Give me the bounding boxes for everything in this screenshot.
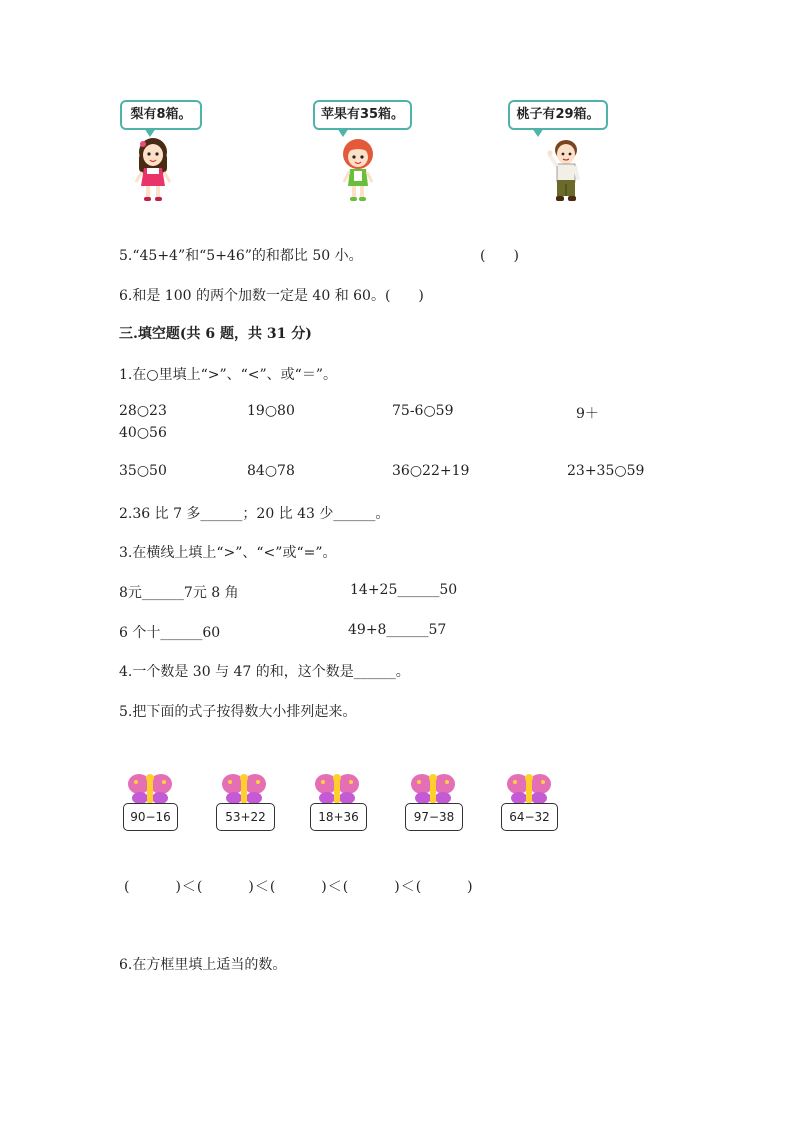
compare-item: 19○80 — [247, 403, 295, 419]
expression-box: 97−38 — [405, 803, 463, 831]
girl-illustration — [128, 136, 178, 204]
butterfly-icon — [506, 772, 552, 806]
compare-item: 35○50 — [119, 463, 167, 479]
butterfly-icon — [410, 772, 456, 806]
red-haired-girl-illustration — [333, 136, 383, 204]
bubble-peach: 桃子有29箱。 — [508, 100, 608, 130]
compare-item: 28○23 — [119, 403, 167, 419]
compare-item: 36○22+19 — [392, 463, 470, 479]
judge-question-6: 6.和是 100 的两个加数一定是 40 和 60。( ) — [119, 288, 424, 304]
compare-line-item: 8元______7元 8 角 — [119, 585, 239, 601]
fill-question-2: 2.36 比 7 多______；20 比 43 少______。 — [119, 506, 390, 522]
butterfly-icon — [127, 772, 173, 806]
expression-box: 18+36 — [310, 803, 367, 831]
bubble-apple: 苹果有35箱。 — [313, 100, 412, 130]
compare-item: 40○56 — [119, 425, 167, 441]
order-answer-line[interactable]: ( )＜( )＜( )＜( )＜( ) — [124, 879, 474, 895]
expression-box: 90−16 — [123, 803, 178, 831]
compare-item: 9＋ — [576, 406, 599, 422]
butterfly-icon — [221, 772, 267, 806]
expression-box: 64−32 — [501, 803, 558, 831]
fill-question-1: 1.在○里填上“>”、“<”、或“＝”。 — [119, 367, 337, 383]
expression-box: 53+22 — [216, 803, 275, 831]
compare-item: 23+35○59 — [567, 463, 645, 479]
judge-question-5-answer[interactable]: ( ) — [480, 248, 519, 264]
butterfly-icon — [314, 772, 360, 806]
boy-illustration — [540, 136, 590, 204]
fill-question-3: 3.在横线上填上“>”、“<”或“=”。 — [119, 545, 337, 561]
compare-item: 75-6○59 — [392, 403, 454, 419]
fill-question-4: 4.一个数是 30 与 47 的和，这个数是______。 — [119, 664, 410, 680]
fill-question-5: 5.把下面的式子按得数大小排列起来。 — [119, 704, 357, 720]
bubble-pear: 梨有8箱。 — [120, 100, 202, 130]
compare-line-item: 14+25______50 — [350, 582, 458, 598]
compare-item: 84○78 — [247, 463, 295, 479]
fill-question-6: 6.在方框里填上适当的数。 — [119, 957, 287, 973]
compare-line-item: 49+8______57 — [348, 622, 447, 638]
compare-line-item: 6 个十______60 — [119, 625, 221, 641]
section-title: 三.填空题(共 6 题，共 31 分) — [119, 326, 312, 342]
judge-question-5: 5.“45+4”和“5+46”的和都比 50 小。 — [119, 248, 363, 264]
